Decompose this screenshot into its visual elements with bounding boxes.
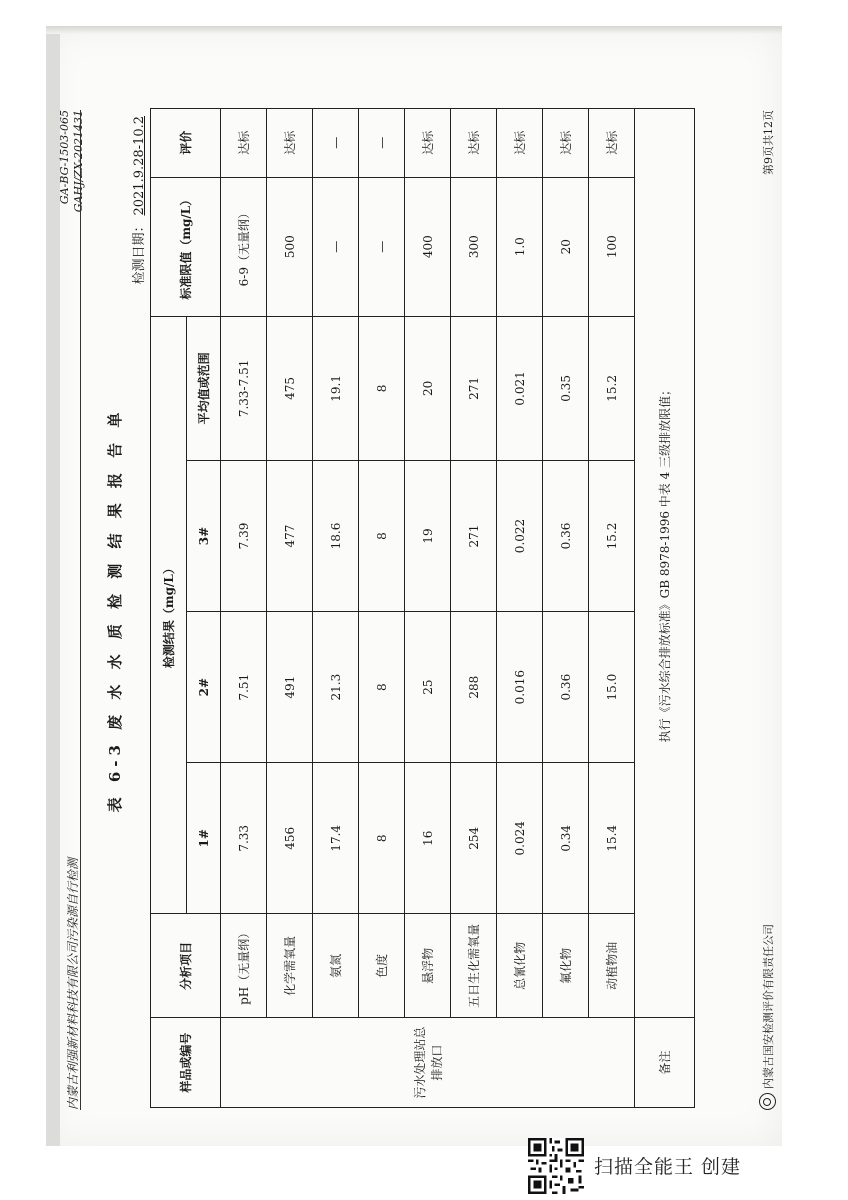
cell-avg: 20: [405, 316, 451, 460]
cell-eval: 达标: [451, 109, 497, 178]
company-logo-icon: [759, 1093, 776, 1110]
cell-v2: 21.3: [313, 612, 359, 763]
cell-v2: 8: [359, 612, 405, 763]
cell-avg: 19.1: [313, 316, 359, 460]
header-company: 内蒙古利强新材料科技有限公司污染源自行检测: [66, 857, 80, 1110]
cell-limit: 400: [405, 177, 451, 316]
cell-v2: 15.0: [589, 612, 635, 763]
cell-v2: 0.36: [543, 612, 589, 763]
cell-avg: 0.35: [543, 316, 589, 460]
scan-shadow: [46, 26, 782, 34]
cell-v2: 288: [451, 612, 497, 763]
cell-eval: 达标: [267, 109, 313, 178]
header-sample: 样品或编号: [151, 1018, 221, 1108]
cell-v1: 0.34: [543, 763, 589, 914]
cell-item: 总氰化物: [497, 914, 543, 1018]
table-row: [589, 109, 635, 1108]
cell-item: 悬浮物: [405, 914, 451, 1018]
header-col-2: 2#: [187, 612, 221, 763]
qr-code-icon: [528, 1138, 584, 1194]
cell-item: 色度: [359, 914, 405, 1018]
cell-avg: 475: [267, 316, 313, 460]
rotated-page: [58, 80, 784, 1140]
cell-eval: 达标: [497, 109, 543, 178]
cell-v3: 18.6: [313, 460, 359, 611]
remark-label: 备注: [635, 1018, 695, 1108]
cell-v3: 19: [405, 460, 451, 611]
cell-limit: 20: [543, 177, 589, 316]
cell-v1: 7.33: [221, 763, 267, 914]
results-table: [150, 108, 695, 1108]
header-col-avg: 平均值或范围: [187, 316, 221, 460]
test-date-value: 2021.9.28-10.2: [132, 116, 147, 216]
cell-limit: —: [313, 177, 359, 316]
header-results: 检测结果（mg/L）: [151, 316, 187, 913]
doc-code-1: GA-BG-1503-065: [58, 110, 71, 205]
cell-avg: 15.2: [589, 316, 635, 460]
cell-v1: 254: [451, 763, 497, 914]
cell-item: 化学需氧量: [267, 914, 313, 1018]
cell-limit: 500: [267, 177, 313, 316]
header-eval: 评价: [151, 109, 221, 178]
header-limit: 标准限值（mg/L）: [151, 177, 221, 316]
page-number: 第9页共12页: [762, 110, 775, 175]
cell-v3: 477: [267, 460, 313, 611]
cell-limit: 300: [451, 177, 497, 316]
table-row: [405, 109, 451, 1108]
header-col-3: 3#: [187, 460, 221, 611]
cell-item: 五日生化需氧量: [451, 914, 497, 1018]
cell-v3: 8: [359, 460, 405, 611]
cell-limit: 1.0: [497, 177, 543, 316]
cell-v1: 17.4: [313, 763, 359, 914]
cell-v1: 16: [405, 763, 451, 914]
cell-limit: —: [359, 177, 405, 316]
cell-item: 氨氮: [313, 914, 359, 1018]
cell-item: pH（无量纲）: [221, 914, 267, 1018]
cell-eval: —: [313, 109, 359, 178]
cell-v2: 491: [267, 612, 313, 763]
header-col-1: 1#: [187, 763, 221, 914]
cell-avg: 271: [451, 316, 497, 460]
sample-name: 污水处理站总排放口: [221, 1018, 635, 1108]
cell-eval: 达标: [405, 109, 451, 178]
table-row: [497, 109, 543, 1108]
cell-v1: 456: [267, 763, 313, 914]
cell-v1: 8: [359, 763, 405, 914]
cell-avg: 7.33-7.51: [221, 316, 267, 460]
report-title: 表 6-3 废 水 水 质 检 测 结 果 报 告 单: [106, 407, 124, 813]
table-row: [451, 109, 497, 1108]
cell-v1: 0.024: [497, 763, 543, 914]
cell-v2: 25: [405, 612, 451, 763]
doc-code-2: GAHJ/ZX-2021431: [72, 110, 85, 213]
table-row: [267, 109, 313, 1108]
cell-eval: —: [359, 109, 405, 178]
cell-avg: 8: [359, 316, 405, 460]
cell-v3: 0.022: [497, 460, 543, 611]
cell-limit: 6-9（无量纲）: [221, 177, 267, 316]
header-doc-codes: [58, 110, 86, 212]
footer-company: 内蒙古国安检测评价有限责任公司: [761, 924, 775, 1089]
remark-text: 执行《污水综合排放标准》GB 8978-1996 中表 4 三级排放限值；: [635, 109, 695, 1018]
test-date: [128, 116, 147, 285]
cell-eval: 达标: [589, 109, 635, 178]
cell-v3: 271: [451, 460, 497, 611]
cell-v3: 0.36: [543, 460, 589, 611]
cell-v2: 7.51: [221, 612, 267, 763]
header-rule: [80, 110, 81, 1110]
footer-company-block: [759, 924, 776, 1110]
cell-item: 动植物油: [589, 914, 635, 1018]
table-row: [543, 109, 589, 1108]
table-row: [221, 109, 267, 1108]
cell-avg: 0.021: [497, 316, 543, 460]
cell-eval: 达标: [221, 109, 267, 178]
cell-v2: 0.016: [497, 612, 543, 763]
scanner-watermark: 扫描全能王 创建: [594, 1156, 742, 1178]
cell-v1: 15.4: [589, 763, 635, 914]
remark-row: [635, 109, 695, 1108]
test-date-label: 检测日期：: [132, 219, 147, 285]
header-item: 分析项目: [151, 914, 221, 1018]
table-row: [313, 109, 359, 1108]
cell-v3: 15.2: [589, 460, 635, 611]
cell-item: 氟化物: [543, 914, 589, 1018]
cell-limit: 100: [589, 177, 635, 316]
table-row: [359, 109, 405, 1108]
cell-eval: 达标: [543, 109, 589, 178]
cell-v3: 7.39: [221, 460, 267, 611]
